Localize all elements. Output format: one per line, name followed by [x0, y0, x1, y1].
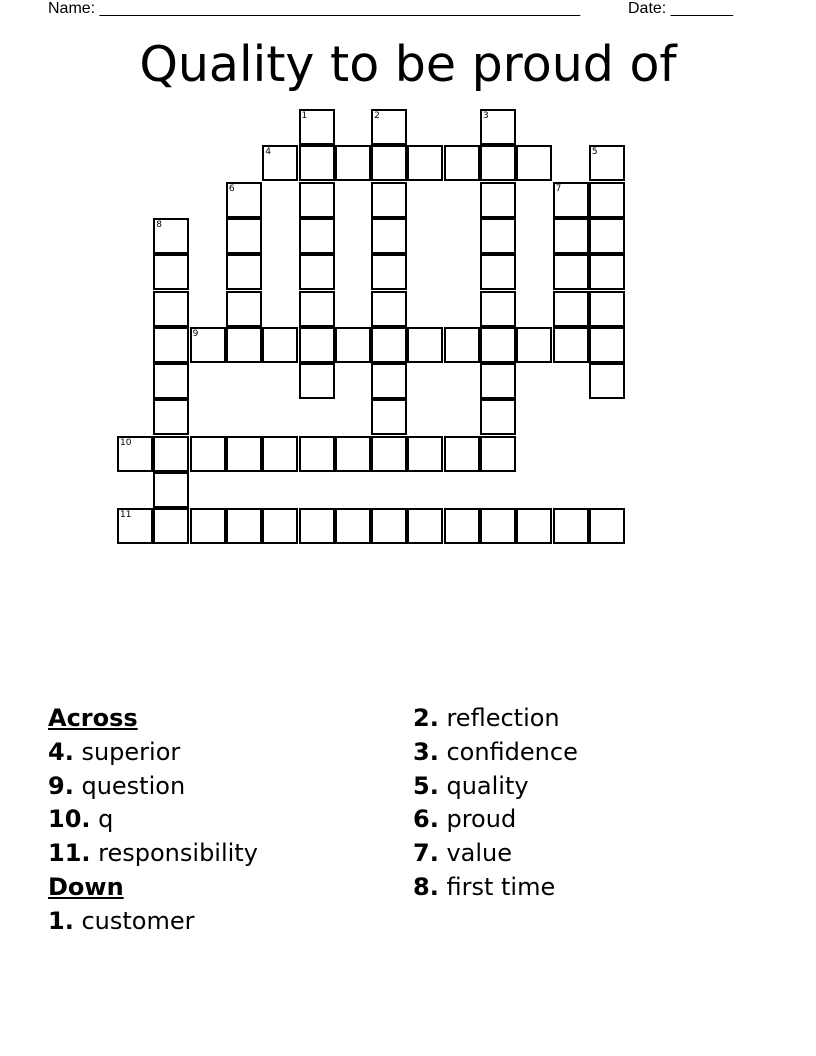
grid-cell[interactable] [117, 436, 153, 472]
down-heading: Down [48, 872, 124, 901]
grid-cell[interactable] [589, 363, 625, 399]
grid-cell[interactable] [299, 508, 335, 544]
grid-cell[interactable] [589, 145, 625, 181]
grid-cell[interactable] [371, 218, 407, 254]
grid-cell[interactable] [299, 327, 335, 363]
grid-cell[interactable] [407, 436, 443, 472]
grid-cell[interactable] [553, 182, 589, 218]
grid-cell[interactable] [299, 218, 335, 254]
grid-cell[interactable] [516, 508, 552, 544]
grid-cell[interactable] [553, 508, 589, 544]
grid-cell[interactable] [589, 182, 625, 218]
grid-cell[interactable] [553, 218, 589, 254]
grid-cell[interactable] [589, 254, 625, 290]
clue-number: 3 [483, 111, 489, 121]
grid-cell[interactable] [335, 436, 371, 472]
grid-cell[interactable] [262, 508, 298, 544]
clue-number: 4 [265, 147, 271, 158]
grid-cell[interactable] [480, 182, 516, 218]
grid-cell[interactable] [299, 291, 335, 327]
grid-cell[interactable] [153, 508, 189, 544]
grid-cell[interactable] [480, 508, 516, 544]
clue-down-5: 5. quality [413, 771, 529, 800]
grid-cell[interactable] [262, 436, 298, 472]
grid-cell[interactable] [226, 182, 262, 218]
grid-cell[interactable] [371, 291, 407, 327]
date-field-label: Date: _______ [628, 0, 733, 17]
grid-cell[interactable] [226, 436, 262, 472]
grid-cell[interactable] [589, 508, 625, 544]
grid-cell[interactable] [480, 109, 516, 145]
grid-cell[interactable] [480, 399, 516, 435]
clues-left-column [48, 702, 258, 939]
grid-cell[interactable] [299, 109, 335, 145]
grid-cell[interactable] [153, 436, 189, 472]
grid-cell[interactable] [371, 363, 407, 399]
grid-cell[interactable] [480, 145, 516, 181]
clue-number: 2 [374, 111, 380, 121]
grid-cell[interactable] [407, 327, 443, 363]
clue-down-6: 6. proud [413, 805, 517, 834]
grid-cell[interactable] [335, 145, 371, 181]
grid-cell[interactable] [371, 327, 407, 363]
clue-down-2: 2. reflection [413, 704, 560, 732]
grid-cell[interactable] [299, 436, 335, 472]
grid-cell[interactable] [190, 327, 226, 363]
grid-cell[interactable] [299, 363, 335, 399]
grid-cell[interactable] [226, 254, 262, 290]
clues-right-column [413, 702, 578, 905]
grid-cell[interactable] [589, 291, 625, 327]
grid-cell[interactable] [516, 145, 552, 181]
grid-cell[interactable] [407, 508, 443, 544]
clue-number: 8 [156, 219, 163, 230]
grid-cell[interactable] [444, 436, 480, 472]
grid-cell[interactable] [299, 182, 335, 218]
grid-cell[interactable] [407, 145, 443, 181]
clue-across-10: 10. q [48, 805, 114, 834]
grid-cell[interactable] [371, 254, 407, 290]
grid-cell[interactable] [153, 472, 189, 508]
clue-number: 10 [120, 437, 132, 448]
grid-cell[interactable] [589, 327, 625, 363]
clue-number: 11 [120, 510, 132, 521]
grid-cell[interactable] [153, 218, 189, 254]
page-title: Quality to be proud of [139, 36, 677, 93]
grid-cell[interactable] [117, 508, 153, 544]
across-heading: Across [48, 704, 138, 732]
grid-cell[interactable] [299, 254, 335, 290]
clue-number: 1 [301, 111, 308, 121]
clue-down-8: 8. first time [413, 872, 556, 901]
grid-cell[interactable] [190, 436, 226, 472]
grid-cell[interactable] [480, 327, 516, 363]
grid-cell[interactable] [153, 327, 189, 363]
grid-cell[interactable] [553, 254, 589, 290]
clue-down-3: 3. confidence [413, 737, 578, 766]
grid-cell[interactable] [153, 363, 189, 399]
grid-cell[interactable] [371, 508, 407, 544]
clue-down-7: 7. value [413, 839, 513, 868]
clue-down-1: 1. customer [48, 906, 195, 935]
clue-across-9: 9. question [48, 771, 186, 800]
clue-number: 6 [228, 183, 235, 194]
grid-cell[interactable] [262, 327, 298, 363]
grid-cell[interactable] [480, 254, 516, 290]
grid-cell[interactable] [371, 109, 407, 145]
clue-number: 7 [555, 183, 562, 194]
grid-cell[interactable] [371, 399, 407, 435]
name-field-label: Name: ______________________________________________________ [48, 0, 581, 17]
clue-number: 5 [591, 147, 598, 158]
grid-cell[interactable] [589, 218, 625, 254]
grid-cell[interactable] [226, 218, 262, 254]
grid-cell[interactable] [553, 291, 589, 327]
grid-cell[interactable] [444, 327, 480, 363]
grid-cell[interactable] [226, 291, 262, 327]
grid-cell[interactable] [190, 508, 226, 544]
grid-cell[interactable] [444, 145, 480, 181]
grid-cell[interactable] [371, 145, 407, 181]
grid-cell[interactable] [153, 254, 189, 290]
grid-cell[interactable] [480, 218, 516, 254]
grid-cell[interactable] [480, 363, 516, 399]
grid-cell[interactable] [480, 436, 516, 472]
grid-cell[interactable] [226, 327, 262, 363]
grid-cell[interactable] [299, 145, 335, 181]
grid-cell[interactable] [444, 508, 480, 544]
grid-cell[interactable] [335, 508, 371, 544]
grid-cell[interactable] [516, 327, 552, 363]
grid-cell[interactable] [226, 508, 262, 544]
clue-number: 9 [192, 328, 199, 339]
grid-cell[interactable] [335, 327, 371, 363]
clue-across-11: 11. responsibility [48, 839, 258, 868]
grid-cell[interactable] [480, 291, 516, 327]
grid-cell[interactable] [153, 399, 189, 435]
grid-cell[interactable] [371, 182, 407, 218]
grid-cell[interactable] [553, 327, 589, 363]
grid-cell[interactable] [371, 436, 407, 472]
grid-cell[interactable] [262, 145, 298, 181]
grid-cell[interactable] [153, 291, 189, 327]
clue-across-4: 4. superior [48, 737, 181, 766]
